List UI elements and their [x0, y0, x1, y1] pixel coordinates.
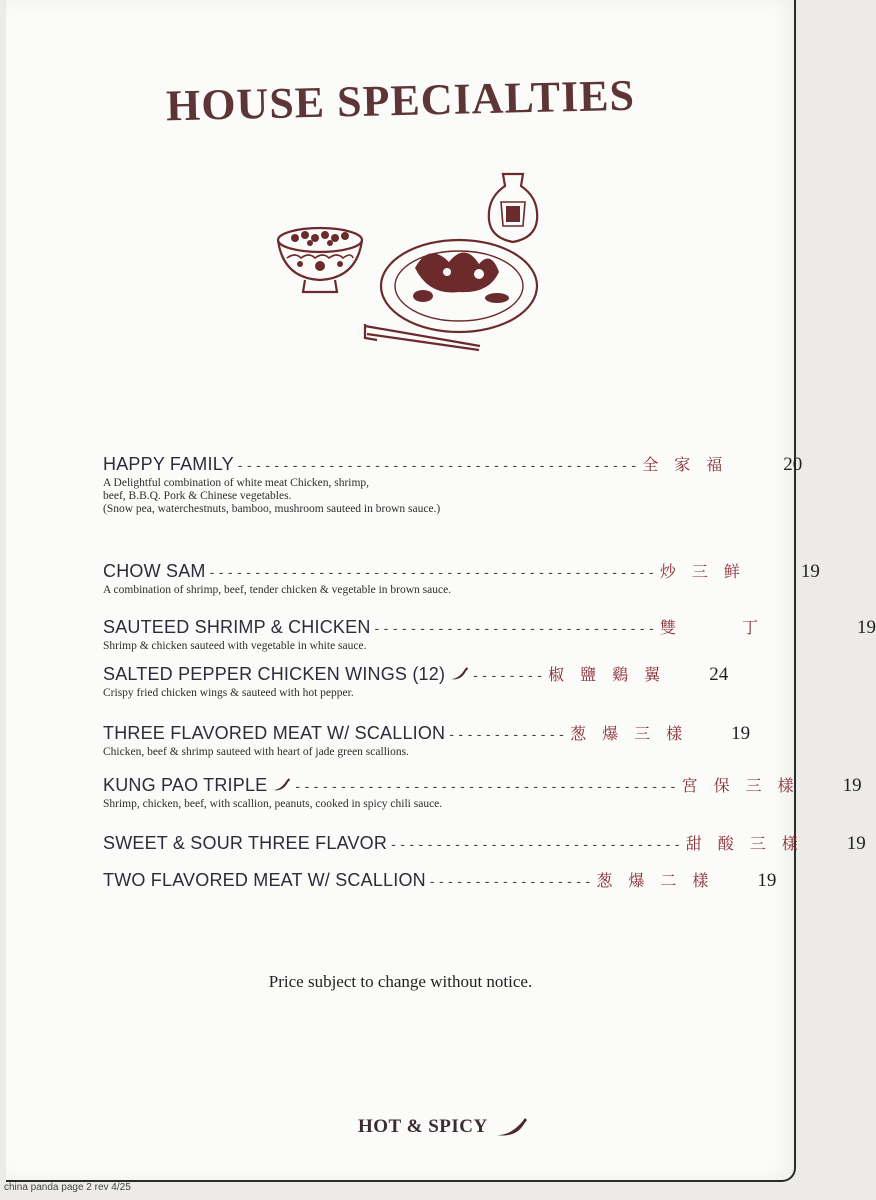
dish-name: SALTED PEPPER CHICKEN WINGS (12): [103, 664, 469, 685]
price-notice: Price subject to change without notice.: [268, 972, 533, 991]
dish-chinese-name: 炒三鲜: [659, 562, 756, 581]
dish-chinese-name: 葱爆三樣: [570, 724, 699, 743]
dish-name: SWEET & SOUR THREE FLAVOR: [103, 833, 388, 853]
dish-name: HAPPY FAMILY: [103, 454, 234, 474]
list-item: [103, 662, 729, 700]
dish-description: Shrimp & chicken sauteed with vegetable in white sauce.: [103, 640, 367, 652]
dish-description: Shrimp, chicken, beef, with scallion, peanuts, cooked in spicy chili sauce.: [103, 798, 443, 810]
dish-chinese-name: 全家福: [642, 455, 739, 474]
dish-price: 19: [731, 723, 751, 744]
leader-dashes: - - - - - - - - - - - - - - - - - - - - - - - - - - - - - - - - - - - - - - - - - -: [295, 778, 676, 794]
dish-chinese-name: 椒鹽鷄翼: [548, 665, 677, 684]
dish-name: CHOW SAM: [103, 561, 206, 581]
list-item: [103, 831, 866, 855]
list-item: [103, 868, 777, 892]
hot-pepper-icon: [271, 776, 291, 792]
dish-price: 24: [709, 664, 729, 685]
dish-price: 19: [857, 617, 876, 638]
page-footer: china panda page 2 rev 4/25: [4, 1182, 131, 1193]
leader-dashes: - - - - - - - - - - - - - - - - - - - - - - - - - - - - - - - - - - - - - - - - - - - - - - - - -: [209, 564, 654, 580]
dish-name: SAUTEED SHRIMP & CHICKEN: [103, 617, 371, 637]
dish-description: A Delightful combination of white meat Chicken, shrimp, beef, B.B.Q. Pork & Chinese vegetables. (Snow pea, waterchestnuts, bamboo, mushroom sauteed in brown sauce.): [103, 477, 441, 515]
dish-price: 19: [846, 833, 866, 854]
dish-chinese-name: 甜酸三樣: [685, 834, 814, 853]
leader-dashes: - - - - - - - - - - - - - - - - - - - - - - - - - - - - - - -: [374, 620, 655, 636]
list-item: [103, 615, 876, 653]
dish-chinese-name: 宮保三樣: [681, 776, 810, 795]
dish-price: 19: [842, 775, 862, 796]
spicy-legend: [358, 1116, 528, 1138]
dish-description: Crispy fried chicken wings & sauteed with hot pepper.: [103, 687, 354, 699]
list-item: [103, 721, 751, 759]
leader-dashes: - - - - - - - - - - - - -: [449, 726, 565, 742]
food-illustration: [265, 168, 555, 358]
dish-name: TWO FLAVORED MEAT W/ SCALLION: [103, 870, 426, 890]
list-item: [103, 559, 820, 597]
leader-dashes: - - - - - - - -: [473, 667, 543, 683]
dish-name: THREE FLAVORED MEAT W/ SCALLION: [103, 723, 446, 743]
list-item: [103, 452, 803, 516]
hot-pepper-icon: [449, 665, 469, 681]
leader-dashes: - - - - - - - - - - - - - - - - - - - - - - - - - - - - - - - -: [391, 836, 680, 852]
dish-chinese-name: 雙丁: [660, 618, 825, 637]
legend-label: HOT & SPICY: [358, 1116, 488, 1137]
dish-price: 20: [783, 454, 803, 475]
page-title: HOUSE SPECIALTIES: [165, 70, 636, 131]
list-item: [103, 773, 862, 811]
dish-chinese-name: 葱爆二樣: [596, 871, 725, 890]
dish-price: 19: [757, 870, 777, 891]
dish-description: Chicken, beef & shrimp sauteed with heart of jade green scallions.: [103, 746, 409, 758]
leader-dashes: - - - - - - - - - - - - - - - - - - - - - - - - - - - - - - - - - - - - - - - - - - - -: [237, 457, 637, 473]
dish-price: 19: [800, 561, 820, 582]
dish-name: KUNG PAO TRIPLE: [103, 775, 291, 796]
hot-pepper-icon: [494, 1116, 528, 1138]
dish-description: A combination of shrimp, beef, tender chicken & vegetable in brown sauce.: [103, 584, 452, 596]
leader-dashes: - - - - - - - - - - - - - - - - - -: [429, 873, 591, 889]
